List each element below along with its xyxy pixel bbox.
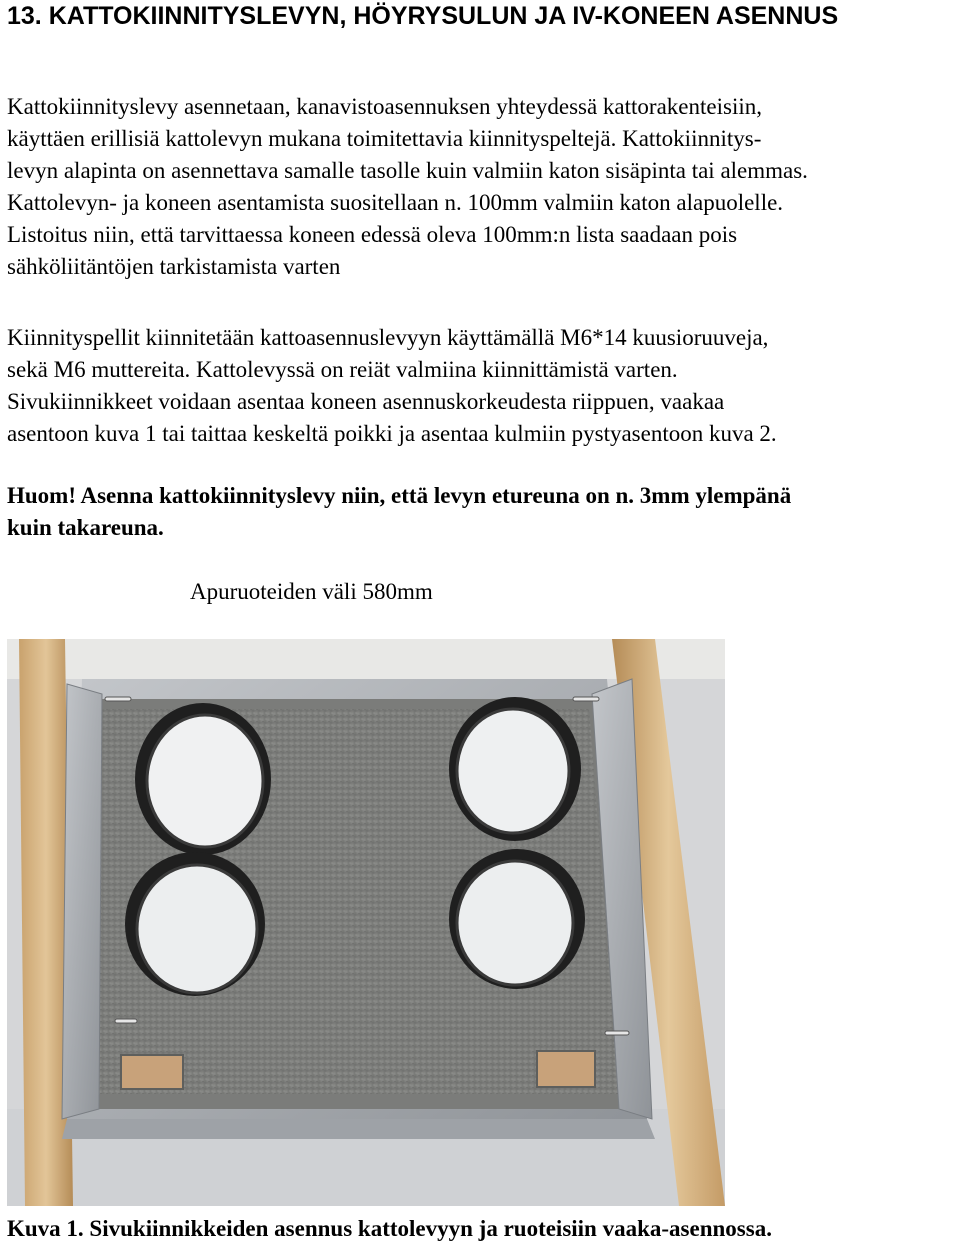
left-side-bracket bbox=[62, 684, 102, 1119]
warning-note bbox=[7, 480, 955, 544]
duct-ring bbox=[125, 852, 265, 996]
text-line: asentoon kuva 1 tai taittaa keskeltä poikki ja asentaa kulmiin pystyasentoon kuva 2. bbox=[7, 421, 777, 446]
text-line: Kattolevyn- ja koneen asentamista suositellaan n. 100mm valmiin katon alapuolelle. bbox=[7, 190, 784, 215]
text-line: sekä M6 muttereita. Kattolevyssä on reiät valmiina kiinnittämistä varten. bbox=[7, 357, 678, 382]
bolt bbox=[115, 1019, 137, 1023]
service-cutout bbox=[121, 1055, 183, 1089]
fastening-paragraph bbox=[7, 322, 955, 450]
photo-label: Apuruoteiden väli 580mm bbox=[190, 579, 433, 604]
note-line: Huom! Asenna kattokiinnityslevy niin, että levyn etureuna on n. 3mm ylempänä bbox=[7, 483, 792, 508]
bolt bbox=[105, 697, 131, 701]
plate-front-edge bbox=[62, 1119, 655, 1139]
duct-ring bbox=[135, 703, 271, 855]
service-cutout bbox=[537, 1051, 595, 1087]
text-line: levyn alapinta on asennettava samalle tasolle kuin valmiin katon sisäpinta tai alemmas. bbox=[7, 158, 808, 183]
bolt bbox=[605, 1031, 629, 1035]
installation-paragraph bbox=[7, 91, 955, 283]
section-heading: 13. KATTOKIINNITYSLEVYN, HÖYRYSULUN JA IV-KONEEN ASENNUS bbox=[7, 2, 839, 30]
bolt bbox=[573, 697, 599, 701]
text-line: Kiinnityspellit kiinnitetään kattoasennuslevyyn käyttämällä M6*14 kuusioruuveja, bbox=[7, 325, 769, 350]
text-line: Listoitus niin, että tarvittaessa koneen edessä oleva 100mm:n lista saadaan pois bbox=[7, 222, 738, 247]
text-line: käyttäen erillisiä kattolevyn mukana toimitettavia kiinnityspeltejä. Kattokiinnitys- bbox=[7, 126, 762, 151]
figure-caption: Kuva 1. Sivukiinnikkeiden asennus kattolevyyn ja ruoteisiin vaaka-asennossa. bbox=[7, 1216, 772, 1241]
note-line: kuin takareuna. bbox=[7, 515, 164, 540]
duct-ring bbox=[449, 849, 585, 989]
duct-ring bbox=[449, 697, 581, 841]
text-line: Sivukiinnikkeet voidaan asentaa koneen asennuskorkeudesta riippuen, vaakaa bbox=[7, 389, 725, 414]
installation-photo bbox=[7, 639, 725, 1206]
text-line: Kattokiinnityslevy asennetaan, kanavistoasennuksen yhteydessä kattorakenteisiin, bbox=[7, 94, 762, 119]
text-line: sähköliitäntöjen tarkistamista varten bbox=[7, 254, 341, 279]
